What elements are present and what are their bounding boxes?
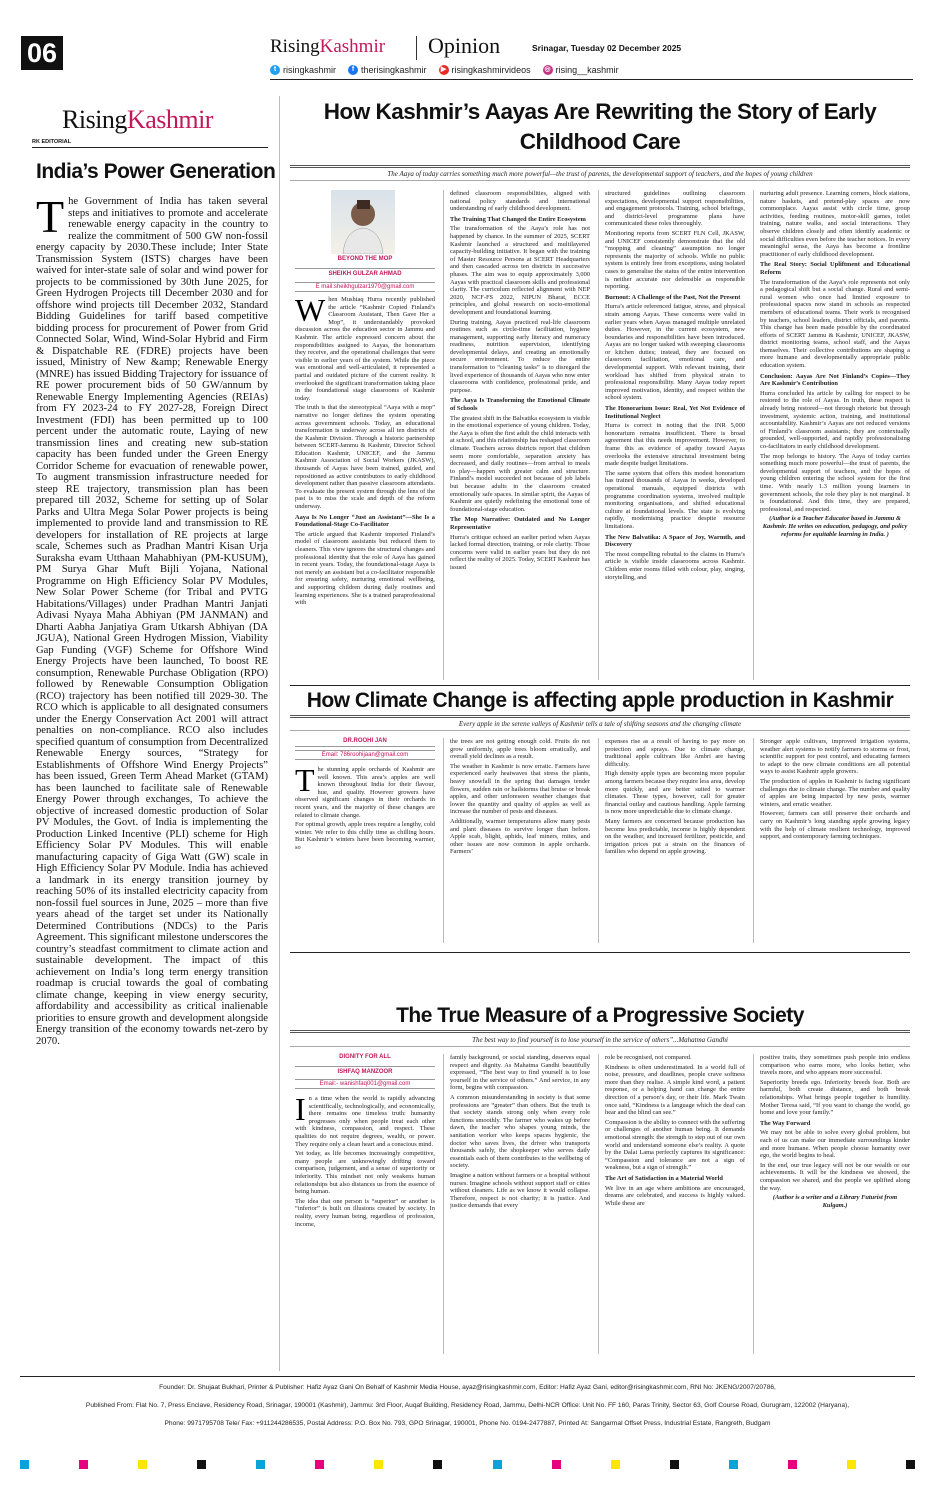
footer-rule bbox=[20, 1376, 915, 1377]
article3-col2 bbox=[450, 1054, 590, 1357]
paragraph: Hurra’s critique echoed an earlier period when Aayas lacked formal direction, training, or role clarity. Those concerns were valid in earlier years but they do not reflect the reality of 2025. Today, SCERT Kashmir has issued bbox=[450, 533, 590, 571]
editorial-label: RK EDITORIAL bbox=[32, 139, 72, 145]
paragraph: Stronger apple cultivars, improved irrigation systems, weather alert systems to notify farmers to storms or frost, scientific support for pest control, and educating farmers to adapt to the new climate conditions are all potential ways to assist Kashmir apple growers. bbox=[760, 738, 910, 776]
paragraph: defined classroom responsibilities, aligned with national policy standards and international understanding of early childhood development. bbox=[450, 190, 590, 213]
column-divider bbox=[279, 96, 280, 1371]
page-number: 06 bbox=[21, 36, 63, 70]
paragraph: The transformation of the Aaya’s role represents not only a pedagogical shift but a social change. Rural and semi-rural women who once had limited exposure to professional spaces now stand in schools as respected members of educational teams. Their work is recognised by teachers, school leaders, district officials, and parents. This change has been made possible by the coordinated efforts of SCERT Jammu & Kashmir, UNICEF, JKASW, district monitoring teams, school staff, and the Aayas themselves. Their collective contributions are shaping a more humane and developmentally appropriate public education system. bbox=[760, 278, 910, 370]
section-title: Opinion bbox=[428, 33, 501, 58]
footer-line2: Published From: Flat No. 7, Press Enclave, Residency Road, Srinagar, 190001 (Kashmir), Jammu: 3rd Floor, Auqaf Building, Residency Road, Jammu, Delhi-NCR Office: Unit No. FF 160, Paras Trinity, Sector 63, Golf Course Road, Gurugram, 122002 (Haryana), bbox=[85, 1402, 850, 1409]
subheading: The Training That Changed the Entire Ecosystem bbox=[450, 215, 586, 223]
article2-col3 bbox=[605, 738, 745, 946]
paragraph: We may not be able to solve every global problem, but each of us can make our immediate surroundings kinder and more humane. When people choose humanity over ego, the world begins to heal. bbox=[760, 1129, 910, 1160]
footer-line1: Founder: Dr. Shujaat Bukhari, Printer & Publisher: Hafiz Ayaz Gani On Behalf of Kashmir Media House, ayaz@risingkashmir.com, Editor: Hafiz Ayaz Gani, editor@risingkashmir.com, RNI No: JKENG/2007/20786, bbox=[159, 1384, 776, 1391]
author-note: (Author is a Teacher Educator based in Jammu & Kashmir. He writes on education, pedagogy, and policy reforms for equitable learning in India. ) bbox=[762, 515, 908, 538]
article1-deck-rule bbox=[290, 180, 910, 181]
article2-headline: How Climate Change is affecting apple production in Kashmir bbox=[306, 689, 894, 712]
article3-email: Email:- wanishfaq001@gmail.com bbox=[295, 1079, 435, 1089]
paragraph: During training, Aayas practiced real-life classroom routines such as circle-time facilitation, hygiene management, supporting early literacy and numeracy readiness, nutrition supervision, identifying developmental delays, and creating an emotionally secure environment. To reduce the entire transformation to “cleaning tasks” is to disregard the lived experience of thousands of Aayas who now enter classrooms with confidence, professional pride, and purpose. bbox=[450, 318, 590, 394]
paragraph: the trees are not getting enough cold. Fruits do not grow uniformly, apple trees bloom erratically, and overall yield declines as a result. bbox=[450, 738, 590, 761]
article2-rule bbox=[290, 715, 910, 718]
editorial-rule bbox=[32, 147, 268, 148]
author-note: (Author is a writer and a Library Futurist from Kulgam.) bbox=[772, 1194, 898, 1209]
article3-col4 bbox=[760, 1054, 910, 1357]
paragraph: The truth is that the stereotypical “Aaya with a mop” narrative no longer defines the system operating across government schools. Today, an educational transformation is underway across all ten districts of the Kashmir Division. Through a historic partnership between SCERT-Jammu & Kashmir, Director School Education Kashmir, UNICEF, and the Jammu Kashmir Association of Social Workers (JKASW), thousands of Aayas have been trained, guided, and repositioned as active contributors to early childhood development rather than passive classroom attendants. To evaluate the present system through the lens of the past is to miss the scale and depth of the reform underway. bbox=[295, 404, 435, 511]
paragraph: The transformation of the Aaya’s role has not happened by chance. In the summer of 2025, SCERT Kashmir launched a structured and multilayered capacity-building initiative. It began with the training of Master Resource Persons at SCERT Headquarters and then cascaded across ten districts in successive phases. The aim was to equip approximately 3,000 Aayas with practical classroom skills and professional clarity. The curriculum reflected alignment with NEP 2020, NCF-FS 2022, NIPUN Bharat, ECCE principles, and global research on socio-emotional development and foundational learning. bbox=[450, 225, 590, 316]
header-rule bbox=[270, 79, 913, 80]
paragraph: For optimal growth, apple trees require a lengthy, cold winter. We refer to this chilly time as chilling hours. But Kashmir’s winters have been becoming warmer, so bbox=[295, 821, 435, 851]
paragraph: The production of apples in Kashmir is facing significant challenges due to climate change. The number and quality of apples are being impacted by new pests, warmer winters, and erratic weather. bbox=[760, 777, 910, 808]
paragraph: The greatest shift in the Balvatika ecosystem is visible in the emotional experience of young children. Today, the Aaya is often the first adult the child interacts with at school, and this relationship has reshaped classroom climate. Teachers across districts report that children seem more comfortable, separation anxiety has decreased, and daily routines—from arrival to meals to play—happen with greater calm and structure. Finland’s model succeeded not because of job labels but because adults in the classroom created emotionally safe spaces. In similar spirit, the Aayas of Kashmir are quietly redefining the emotional tone of foundational-stage education. bbox=[450, 414, 590, 513]
paragraph: High density apple types are becoming more popular among farmers because they require less area, develop more quickly, and are better suited to warmer climates. These types, however, call for greater financial outlay and cautious handling. Apple farming is now more unpredictable due to climate change. bbox=[605, 770, 745, 816]
social-item[interactable] bbox=[543, 63, 619, 77]
article2-col1: T he stunning apple orchards of Kashmir are well known. This area’s apples are well known throughout India for their flavour, hue, and quality. However growers have observed significant changes in their orchards in recent years, and the majority of these changes are related to climate change. For optimal growth, apple trees require a lengthy, cold winter. We refer to this chilly time as chilling hours. But Kashmir’s winters have been becoming warmer, so bbox=[295, 766, 435, 851]
paragraph: hen Mushtaq Hurra recently published the article “Kashmir Copied Finland’s Classroom Assistant, Then Gave Her a Mop”, it understandably provoked discussion across the education sector in Jammu and Kashmir. The article expressed concern about the responsibilities assigned to Aayas, the honorarium they receive, and the operational challenges that were visible in earlier years of the system. While the piece was emotional and well-articulated, it represented a partial and outdated picture of the current reality. It overlooked the significant transformation taking place in the foundational stage classrooms of Kashmir today. bbox=[295, 296, 435, 402]
header-divider bbox=[416, 36, 417, 60]
column-tag: BEYOND THE MOP bbox=[337, 256, 393, 262]
subheading: The Way Forward bbox=[760, 1119, 811, 1127]
color-registration-strip bbox=[20, 1458, 915, 1470]
paragraph: n a time when the world is rapidly advancing scientifically, technologically, and economically, there remains one timeless truth: humanity progresses only when people treat each other with kindness, compassion, and respect. These qualities do not require degrees, wealth, or power. They require only a clean heart and a conscious mind. bbox=[295, 1095, 435, 1148]
article3-top-rule bbox=[290, 952, 910, 953]
article2-col4 bbox=[760, 738, 910, 946]
subheading: The Honorarium Issue: Real, Yet Not Evidence of Institutional Neglect bbox=[605, 405, 745, 420]
subheading: Conclusion: Aayas Are Not Finland’s Copies—They Are Kashmir’s Contribution bbox=[760, 372, 910, 388]
social-label: risingkashmir bbox=[283, 65, 337, 75]
article2-deck: Every apple in the serene valleys of Kashmir tells a tale of shifting seasons and the changing climate bbox=[458, 720, 742, 728]
paragraph: Kindness is often underestimated. In a world full of noise, pressure, and deadlines, people crave softness more than they realise. A simple kind word, a patient response, or a helping hand can change the entire direction of a person’s day, or their life. Mark Twain once said, “Kindness is a language which the deaf can hear and the blind can see.” bbox=[605, 1063, 745, 1117]
instagram-icon: ◎ bbox=[544, 66, 551, 73]
article1-col4 bbox=[760, 190, 910, 681]
paragraph: Compassion is the ability to connect with the suffering or challenges of another human being. It demands emotional strength: the strength to step out of our own world and understand someone else’s reality. A quote by the Dalai Lama perfectly captures its significance: “Compassion and tolerance are not a sign of weakness, but a sign of strength.” bbox=[605, 1118, 745, 1172]
paragraph: Monitoring reports from SCERT FLN Cell, JKASW, and UNICEF consistently demonstrate that the old “mopping and cleaning” assumption no longer represents the majority of schools. While no public system is entirely free from exceptions, using isolated cases to generalise the status of the entire intervention is neither accurate nor defensible as responsible reporting. bbox=[605, 229, 745, 291]
subheading: The Aaya Is Transforming the Emotional Climate of Schools bbox=[450, 397, 590, 413]
paragraph: expenses rise as a result of having to pay more on protection and sprays. Due to climate change, traditional apple cultivars like Ambri are having difficulty. bbox=[605, 738, 745, 768]
subheading: Burnout: A Challenge of the Past, Not the Present bbox=[605, 293, 741, 301]
paragraph: family background, or social standing, deserves equal respect and dignity. As Mahatma Gandhi beautifully expressed, “The best way to find yourself is to lose yourself in the service of others.” And service, in any form, begins with compassion. bbox=[450, 1054, 590, 1092]
paragraph: Yet today, as life becomes increasingly competitive, many people are unknowingly drifting toward comparison, judgement, and a sense of superiority or inferiority. This mindset not only weakens human relationships but also distances us from the essence of being human. bbox=[295, 1150, 435, 1196]
author-name: SHEIKH GULZAR AHMAD bbox=[295, 268, 435, 277]
paragraph: structured guidelines outlining classroom expectations, developmental support responsibilities, and engagement protocols. Training, school briefings, and district-level programme plans have communicated these roles thoroughly. bbox=[605, 190, 745, 228]
article1-col3 bbox=[605, 190, 745, 681]
article1-headline: How Kashmir’s Aayas Are Rewriting the Story of Early Childhood Care bbox=[323, 99, 877, 154]
paragraph: The article argued that Kashmir imported Finland’s model of classroom assistants but reduced them to cleaners. This view ignores the structural changes and professional identity that the role of Aaya has gained in recent years. Today, the foundational-stage Aaya is not merely an assistant but a co-facilitator responsible for ensuring safety, nurturing emotional wellbeing, and supporting children during daily routines and learning experiences. She is a trained paraprofessional with bbox=[295, 530, 435, 607]
masthead-logo: RisingKashmir bbox=[62, 105, 213, 134]
article1-deck: The Aaya of today carries something much more powerful—the trust of parents, the developmental support of teachers, and the hopes of young children bbox=[387, 170, 813, 178]
dateline: Srinagar, Tuesday 02 December 2025 bbox=[532, 43, 682, 53]
subheading: Aaya Is No Longer “Just an Assistant”—She Is a Foundational-Stage Co-Facilitator bbox=[295, 513, 435, 529]
paragraph: The idea that one person is “superior” or another is “inferior” is built on illusions created by society. In reality, every human being, regardless of profession, income, bbox=[295, 1197, 435, 1228]
article3-author: ISHFAQ MANZOOR bbox=[295, 1066, 435, 1075]
paragraph: The mop belongs to history. The Aaya of today carries something much more powerful—the trust of parents, the developmental support of teachers, and the hopes of young children entering the school system for the first time. With nearly 1.3 million young learners in government schools, the role they play is not marginal. It is foundational. And this time, they are prepared, professional, and respected. bbox=[760, 452, 910, 513]
editorial-title: India’s Power Generation bbox=[36, 160, 276, 183]
social-bar bbox=[270, 63, 910, 77]
author-email: E mail:sheikhgulzar1970@gmail.com bbox=[295, 282, 435, 292]
subheading: The Real Story: Social Upliftment and Educational Reform bbox=[760, 261, 910, 276]
header-brand: RisingKashmir bbox=[270, 36, 386, 57]
footer-line3: Phone: 9971795708 Tele/ Fax: +911244286535, Postal Address: P.O. Box No. 793, GPO Srinagar, 190001, Phone No. 0194-2477887, Printed At: Sangarmal Offset Press, Industrial Estate, Rangreth, Budgam bbox=[164, 1420, 771, 1427]
paragraph: Imagine a nation without farmers or a hospital without nurses. Imagine schools without support staff or cities without cleaners. Life as we know it would collapse. Therefore, respect is not charity; it is justice. And justice demands that every bbox=[450, 1171, 590, 1210]
article2-col2 bbox=[450, 738, 590, 946]
paragraph: Hurra’s article referenced fatigue, stress, and physical strain among Aayas. These concerns were valid in earlier years when Aayas managed multiple unrelated duties. However, in the current ecosystem, new boundaries and responsibilities have been introduced. Aayas are no longer tasked with sweeping classrooms or kitchen duties; instead, they are focused on classroom facilitation, emotional care, and developmental support. With relevant training, their workload has shifted from physical strain to professional responsibility. Many Aayas today report improved motivation, identity, and respect within the school system. bbox=[605, 303, 745, 402]
social-item[interactable] bbox=[439, 63, 531, 77]
paragraph: Superiority breeds ego. Inferiority breeds fear. Both are harmful, both create distance, and both break relationships. What brings people together is humility. Mother Teresa said, “If you want to change the world, go home and love your family.” bbox=[760, 1078, 910, 1117]
article3-headline: The True Measure of a Progressive Society bbox=[396, 1004, 804, 1027]
article3-column-tag: DIGNITY FOR ALL bbox=[339, 1054, 391, 1060]
article3-rule bbox=[290, 1030, 910, 1033]
paragraph: he stunning apple orchards of Kashmir are well known. This area’s apples are well known throughout India for their flavour, hue, and quality. However growers have observed significant changes in their orchards in recent years, and the majority of these changes are related to climate change. bbox=[295, 766, 435, 819]
article2-top-rule bbox=[290, 685, 910, 686]
paragraph: role be recognised, not compared. bbox=[605, 1054, 692, 1061]
subheading: The Mop Narrative: Outdated and No Longer Representative bbox=[450, 516, 590, 531]
article1-col2 bbox=[450, 190, 590, 681]
article2-email: Email: 786roohijaan@gmail.com bbox=[295, 750, 435, 760]
paragraph: positive traits, they sometimes push people into endless comparison who earns more, who looks better, who travels more, and who appears more successful. bbox=[760, 1054, 910, 1077]
author-photo bbox=[331, 190, 395, 254]
facebook-icon: f bbox=[348, 65, 358, 75]
paragraph: The weather in Kashmir is now erratic. Farmers have experienced early heatwaves that stress the plants, heavy snowfall in the spring that damages tender flowers, sudden rain or hailstorms that bruise or break apples, and other unforeseen weather changes that lower the quantity and quality of apples as well as increase the number of pests and diseases. bbox=[450, 762, 590, 816]
paragraph: The same system that offers this modest honorarium has trained thousands of Aayas in weeks, developed operational manuals, equipped districts with programme coordination systems, involved multiple monitoring organisations, and shifted educational culture at foundational levels. The state is evolving rapidly, modernising practice despite resource limitations. bbox=[605, 469, 745, 530]
paragraph: nurturing adult presence. Learning corners, block stations, nature baskets, and pretend-play spaces are now commonplace. Aayas assist with circle time, group activities, feeding routines, motor-skill games, toilet training, nature walks, and social interactions. They observe children closely and often identify academic or social difficulties even before the teacher notices. In every meaningful sense, the Aaya has become a frontline practitioner of early childhood development. bbox=[760, 190, 910, 258]
paragraph: Additionally, warmer temperatures allow many pests and plant diseases to survive longer than before. Apple scab, blight, aphids, leaf miners, mites, and other issues are now common in apple orchards. Farmers’ bbox=[450, 817, 590, 856]
social-label: risingkashmirvideos bbox=[451, 65, 531, 75]
paragraph: A common misunderstanding in society is that some professions are “greater” than others. But the truth is that society stands strong only when every role functions smoothly. The farmer who wakes up before dawn, the teacher who shapes young minds, the sanitation worker who keeps spaces hygienic, the doctor who saves lives, the driver who transports thousands safely, the shopkeeper who serves daily essentials each of them contributes to the wellbeing of society. bbox=[450, 1093, 590, 1170]
youtube-icon: ▶ bbox=[439, 65, 449, 75]
article1-col1: W hen Mushtaq Hurra recently published the article “Kashmir Copied Finland’s Classroom Assistant, Then Gave Her a Mop”, it understandably provoked discussion across the education sector in Jammu and Kashmir. The article expressed concern about the responsibilities assigned to Aayas, the honorarium they receive, and the operational challenges that were visible in earlier years of the system. While the piece was emotional and well-articulated, it represented a partial and outdated picture of the current reality. It overlooked the significant transformation taking place in the foundational stage classrooms of Kashmir today. The truth is that the stereotypical “Aaya with a mop” narrative no longer defines the system operating across government schools. Today, an educational transformation is underway across all ten districts of the Kashmir Division. Through a historic partnership between SCERT-Jammu & Kashmir, Director School Education Kashmir, UNICEF, and the Jammu Kashmir Association of Social Workers (JKASW), thousands of Aayas have been trained, guided, and repositioned as active contributors to early childhood development rather than passive classroom attendants. To evaluate the present system through the lens of the past is to miss the scale and depth of the reform underway. Aaya Is No Longer “Just an Assistant”—She Is a Foundational-Stage Co-Facilitator The article argued that Kashmir imported Finland’s model of classroom assistants but reduced them to cleaners. This view ignores the structural changes and professional identity that the role of Aaya has gained in recent years. Today, the foundational-stage Aaya is not merely an assistant but a co-facilitator responsible for ensuring safety, nurturing emotional wellbeing, and supporting children during daily routines and learning experiences. She is a trained paraprofessional with bbox=[295, 296, 435, 607]
paragraph: The most compelling rebuttal to the claims in Hurra’s article is visible inside classrooms across Kashmir. Children enter rooms filled with colour, play, singing, storytelling, and bbox=[605, 550, 745, 581]
paragraph: In the end, our true legacy will not be our wealth or our achievements. It will be the kindness we showed, the compassion we shared, and the people we uplifted along the way. bbox=[760, 1161, 910, 1192]
paragraph: However, farmers can still preserve their orchards and carry on Kashmir’s long standing apple growing legacy with the help of climate resilient technology, improved support, and contemporary farming techniques. bbox=[760, 810, 910, 841]
article3-col3 bbox=[605, 1054, 745, 1357]
paragraph: We live in an age where ambitions are encouraged, dreams are celebrated, and success is highly valued. While these are bbox=[605, 1184, 745, 1207]
subheading: The Art of Satisfaction in a Material World bbox=[605, 1174, 723, 1182]
article3-col1: I n a time when the world is rapidly advancing scientifically, technologically, and economically, there remains one timeless truth: humanity progresses only when people treat each other with kindness, compassion, and respect. These qualities do not require degrees, wealth, or power. They require only a clean heart and a conscious mind. Yet today, as life becomes increasingly competitive, many people are unknowingly drifting toward comparison, judgement, and a sense of superiority or inferiority. This mindset not only weakens human relationships but also distances us from the essence of being human. The idea that one person is “superior” or another is “inferior” is built on illusions created by society. In reality, every human being, regardless of profession, income, bbox=[295, 1095, 435, 1228]
editorial-body: The Government of India has taken several steps and initiatives to promote and accelerate renewable energy capacity in the country to realize the commitment of 500 GW non-fossil energy capacity by 2030.These include; Inter State Transmission System (ISTS) charges have been waived for inter-state sale of solar and wind power for projects to be commissioned by 30th June 2025, for Green Hydrogen Projects till December 2030 and for offshore wind projects till December 2032, Standard Bidding Guidelines for tariff based competitive bidding process for procurement of Power from Grid Connected Solar, Wind, Wind-Solar Hybrid and Firm & Dispatchable RE (FDRE) projects have been issued, Ministry of New &amp; Renewable Energy (MNRE) has issued Bidding Trajectory for issuance of RE power procurement bids of 50 GW/annum by Renewable Energy Implementing Agencies (REIAs) from FY 2023-24 to FY 2027-28, Foreign Direct Investment (FDI) has been permitted up to 100 percent under the automatic route, Laying of new transmission lines and creating new sub-station capacity has been funded under the Green Energy Corridor Scheme for evacuation of renewable power, To augment transmission infrastructure needed for steep RE trajectory, transmission plan has been prepared till 2032, Scheme for setting up of Solar Parks and Ultra Mega Solar Power projects is being implemented to provide land and transmission to RE developers for installation of RE projects at large scale, Schemes such as Pradhan Mantri Kisan Urja Suraksha evam Utthaan Mahabhiyan (PM-KUSUM), PM Surya Ghar Muft Bijli Yojana, National Programme on High Efficiency Solar PV Modules, New Solar Power Scheme (for Tribal and PVTG Habitations/Villages) under Pradhan Mantri Janjati Adivasi Nyaya Maha Abhiyan (PM JANMAN) and Dharti Aabha Janjatiya Gram Utkarsh Abhiyan (DA JGUA), National Green Hydrogen Mission, Viability Gap Funding (VGF) Scheme for Offshore Wind Energy Projects have been launched, To boost RE consumption, Renewable Purchase Obligation (RPO) followed by Renewable Consumption Obligation (RCO) trajectory has been notified till 2029-30. The RCO which is applicable to all designated consumers under the Energy Conservation Act 2001 will attract penalties on non-compliance. RCO also includes specified quantum of consumption from Decentralized Renewable Energy sources, “Strategy for Establishments of Offshore Wind Energy Projects” has been issued, Green Term Ahead Market (GTAM) has been launched to facilitate sale of Renewable Energy Power through exchanges, To achieve the objective of increased domestic production of Solar PV Modules, the Govt. of India is implementing the Production Linked Incentive (PLI) scheme for High Efficiency Solar PV Modules. This will enable manufacturing capacity of Giga Watt (GW) scale in High Efficiency Solar PV Module. India has achieved a landmark in its energy transition journey by reaching 50% of its installed electricity capacity from non-fossil fuel sources in June, 2025 – more than five years ahead of the target set under its Nationally Determined Contributions (NDCs) to the Paris Agreement. This significant milestone underscores the country’s steadfast commitment to climate action and sustainable development. The impact of this achievement on India’s long term energy transition roadmap is crucial towards the goal of combating climate change, keeping in view energy security, affordability and accessibility as critical inalienable priorities to ensure growth and development alongside Energy transition of the economy towards net-zero by 2070. bbox=[36, 196, 268, 1047]
subheading: The New Balvatika: A Space of Joy, Warmth, and Discovery bbox=[605, 533, 745, 549]
paragraph: Hurra is correct in noting that the INR 5,000 honorarium remains insufficient. There is broad agreement that this needs improvement. However, to frame this as evidence of apathy toward Aayas overlooks the extensive structural investment being made despite budget limitations. bbox=[605, 422, 745, 468]
article3-deck: The best way to find yourself is to lose yourself in the service of others”...Mahatma Gandhi bbox=[472, 1036, 728, 1044]
social-label: therisingkashmir bbox=[361, 65, 427, 75]
social-label: rising__kashmir bbox=[555, 65, 619, 75]
paragraph: Many farmers are concerned because production has become less predictable, income is highly dependent on the weather, and increased fertilizer, pesticide, and irrigation prices put a strain on the finances of families who depend on apple growing. bbox=[605, 817, 745, 856]
article1-rule bbox=[290, 165, 910, 168]
social-item[interactable] bbox=[270, 63, 336, 77]
paragraph: Hurra concluded his article by calling for respect to be restored to the role of Aayas. In truth, these respect is already being restored—not through rhetoric but through investment, systemic action, training, and institutional accountability. Kashmir’s Aayas are not reduced versions of Finland’s classroom assistants; they are contextually grounded, well-supported, and rapidly professionalising co-facilitators in early childhood development. bbox=[760, 389, 910, 450]
article2-author: DR.ROOHI JAN bbox=[295, 738, 435, 747]
twitter-icon: t bbox=[270, 65, 280, 75]
social-item[interactable] bbox=[348, 63, 427, 77]
